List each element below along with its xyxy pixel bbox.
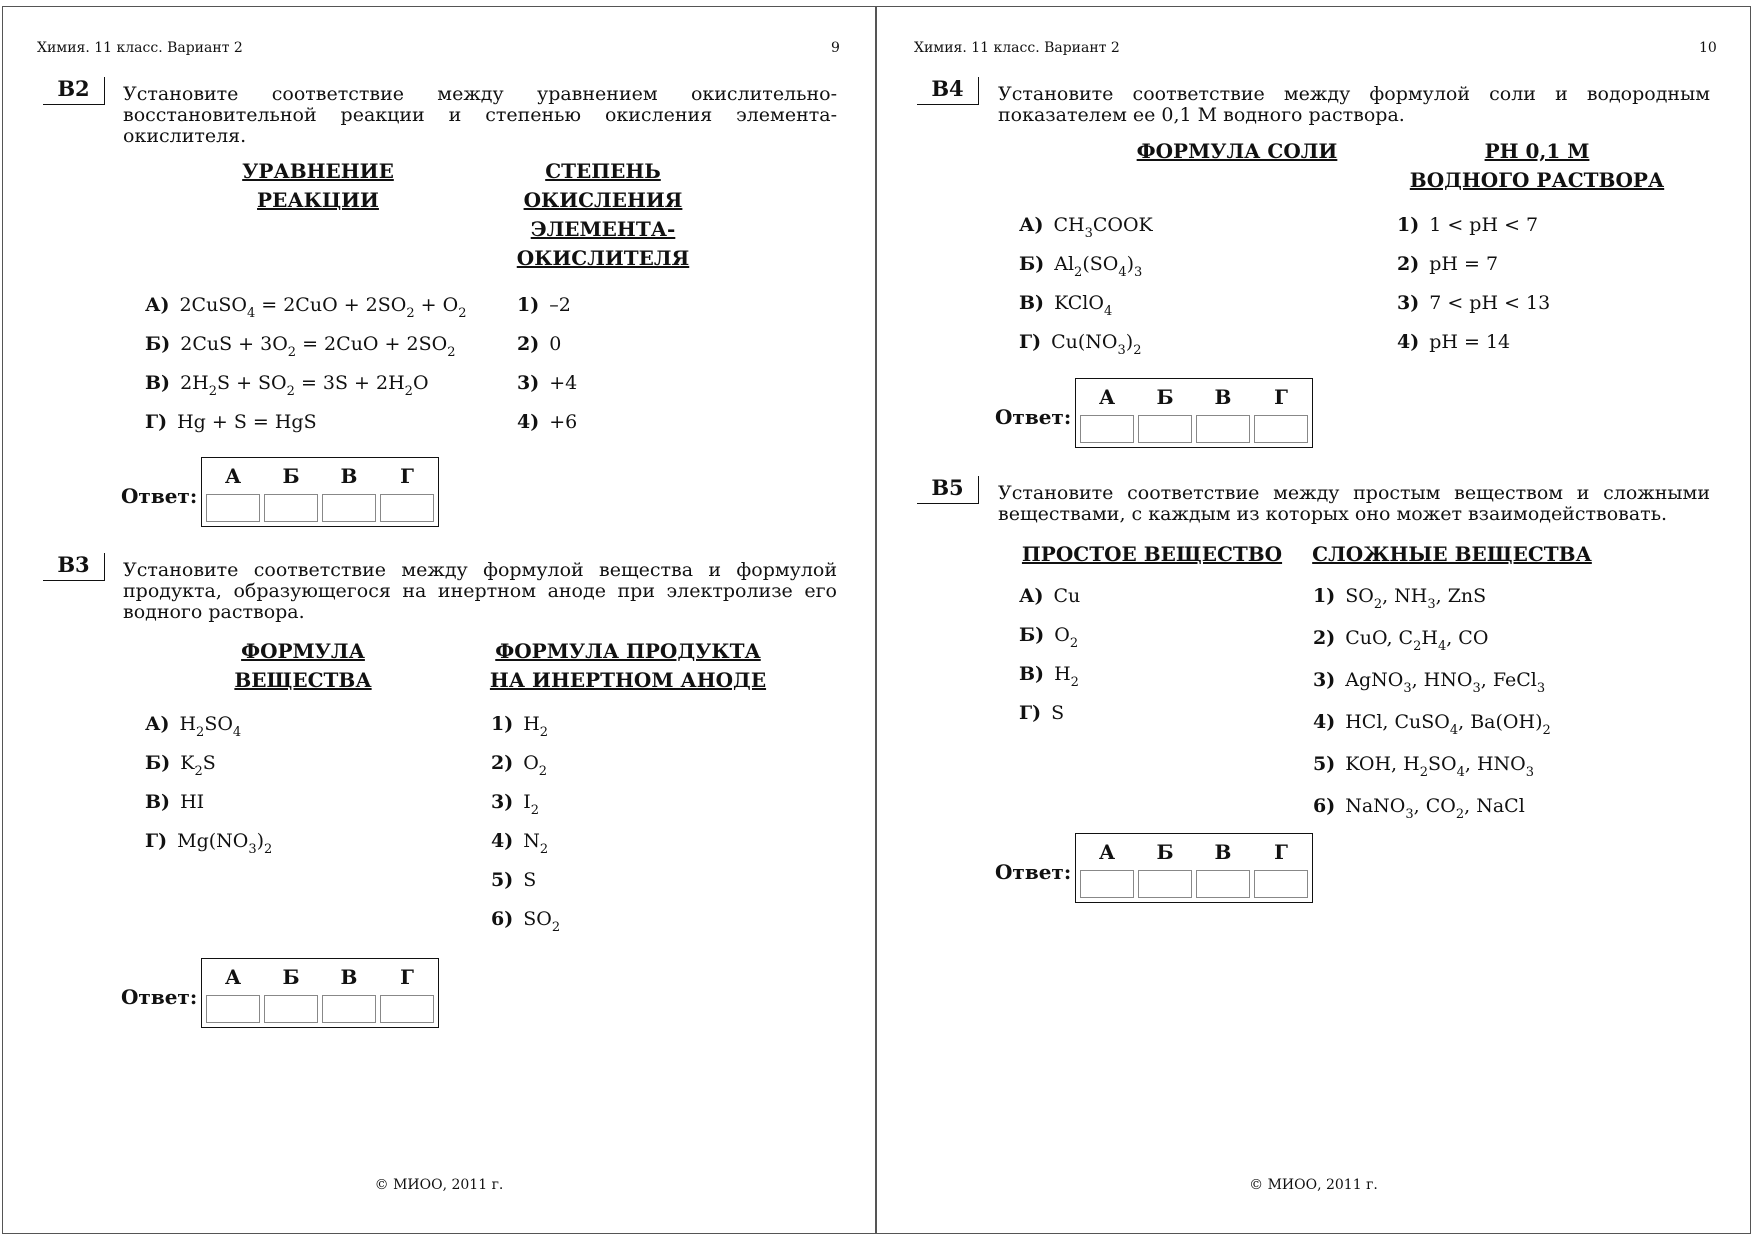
option-marker: В) — [1019, 663, 1045, 685]
option-marker: 2) — [1313, 627, 1336, 649]
column-header-simple-substance: ПРОСТОЕ ВЕЩЕСТВО — [1021, 542, 1283, 566]
option-right — [1397, 253, 1498, 275]
option-formula: KOH, $H_2SO_4$, $HNO_3$ — [1345, 753, 1534, 780]
answer-cell-b[interactable] — [264, 494, 318, 522]
column-header-anode-product: ФОРМУЛА ПРОДУКТА НА ИНЕРТНОМ АНОДЕ — [489, 639, 767, 692]
question-label-b5: B5 — [917, 476, 979, 504]
question-text-b4: Установите соответствие между формулой соли и водородным показателем ее 0,1 М водного раствора. — [998, 83, 1710, 126]
option-marker: Г) — [145, 411, 168, 433]
option-left — [1019, 624, 1079, 651]
option-right — [1313, 627, 1489, 654]
option-marker: 5) — [491, 869, 514, 891]
page-number: 10 — [1699, 40, 1717, 56]
option-formula: HCl, CuSO$_4$, $Ba(OH)_2$ — [1345, 711, 1551, 738]
answer-cell-v[interactable] — [1196, 415, 1250, 443]
option-marker: 2) — [491, 752, 514, 774]
option-left — [145, 372, 429, 399]
answer-cell-a[interactable] — [206, 494, 260, 522]
option-marker: А) — [145, 294, 170, 316]
left-page — [2, 6, 876, 1234]
answer-col-g: Г — [400, 464, 414, 488]
option-marker: 3) — [517, 372, 540, 394]
option-marker: 4) — [1313, 711, 1336, 733]
option-left — [1019, 663, 1079, 690]
answer-col-b: Б — [282, 965, 300, 989]
option-right — [1313, 585, 1487, 612]
option-formula: $N_2$ — [523, 830, 549, 857]
option-formula: $2CuS + 3O_2 = 2CuO + 2SO_2$ — [180, 333, 456, 360]
option-right — [1397, 292, 1550, 314]
answer-label: Ответ: — [995, 860, 1072, 884]
answer-col-a: А — [1098, 840, 1116, 864]
question-text-b5: Установите соответствие между простым веществом и сложными веществами, с каждым из которых оно может взаимодействовать. — [998, 482, 1710, 525]
option-formula: $O_2$ — [1054, 624, 1079, 651]
option-left — [1019, 331, 1142, 358]
answer-label: Ответ: — [995, 405, 1072, 429]
option-right — [1313, 753, 1534, 780]
option-marker: 3) — [1313, 669, 1336, 691]
answer-col-v: В — [340, 965, 358, 989]
option-left — [1019, 214, 1153, 241]
answer-col-b: Б — [282, 464, 300, 488]
answer-label: Ответ: — [121, 985, 198, 1009]
question-text-b3: Установите соответствие между формулой вещества и формулой продукта, образующегося на инертном аноде при электролизе его водного раствора. — [123, 559, 837, 623]
right-page — [876, 6, 1751, 1234]
option-formula: $Cu(NO_3)_2$ — [1051, 331, 1142, 358]
option-marker: 4) — [517, 411, 540, 433]
option-left — [1019, 253, 1143, 280]
answer-cell-g[interactable] — [1254, 415, 1308, 443]
option-marker: 2) — [1397, 253, 1420, 275]
option-right — [1397, 214, 1538, 236]
answer-cell-b[interactable] — [1138, 415, 1192, 443]
page-number: 9 — [831, 40, 840, 56]
column-header-ph: PH 0,1 M ВОДНОГО РАСТВОРА — [1409, 139, 1665, 192]
answer-cell-b[interactable] — [264, 995, 318, 1023]
option-formula: KClO$_4$ — [1054, 292, 1113, 319]
option-right — [491, 908, 561, 935]
answer-cell-g[interactable] — [380, 494, 434, 522]
option-formula: 1 < pH < 7 — [1429, 214, 1539, 236]
option-marker: 1) — [517, 294, 540, 316]
option-marker: 1) — [491, 713, 514, 735]
option-marker: 4) — [1397, 331, 1420, 353]
option-left — [1019, 702, 1064, 724]
option-formula: –2 — [549, 294, 571, 316]
option-left — [145, 752, 216, 779]
option-formula: Hg + S = HgS — [177, 411, 317, 433]
option-marker: 1) — [1397, 214, 1420, 236]
option-formula: S — [523, 869, 537, 891]
option-marker: Б) — [145, 333, 171, 355]
option-formula: pH = 7 — [1429, 253, 1499, 275]
option-right — [491, 713, 549, 740]
option-formula: S — [1051, 702, 1065, 724]
question-label-b4: B4 — [917, 77, 979, 105]
option-marker: А) — [145, 713, 170, 735]
option-formula: $Al_2(SO_4)_3$ — [1054, 253, 1143, 280]
option-marker: Б) — [1019, 253, 1045, 275]
answer-col-v: В — [1214, 385, 1232, 409]
answer-cell-a[interactable] — [1080, 870, 1134, 898]
option-left — [145, 294, 467, 321]
question-label-b3: B3 — [43, 553, 105, 581]
column-header-oxidation: СТЕПЕНЬ ОКИСЛЕНИЯ ЭЛЕМЕНТА- ОКИСЛИТЕЛЯ — [516, 159, 690, 270]
option-formula: 7 < pH < 13 — [1429, 292, 1551, 314]
option-marker: 4) — [491, 830, 514, 852]
answer-col-g: Г — [1274, 840, 1288, 864]
option-right — [1313, 711, 1551, 738]
option-formula: AgNO$_3$, $HNO_3$, FeCl$_3$ — [1345, 669, 1546, 696]
answer-col-v: В — [340, 464, 358, 488]
option-formula: $CH_3COOK$ — [1053, 214, 1153, 241]
option-formula: $Mg(NO_3)_2$ — [177, 830, 273, 857]
option-marker: В) — [1019, 292, 1045, 314]
option-formula: $K_2S$ — [180, 752, 216, 779]
answer-table-b5 — [1075, 833, 1313, 903]
option-marker: 6) — [1313, 795, 1336, 817]
option-formula: Cu — [1053, 585, 1081, 607]
answer-cell-b[interactable] — [1138, 870, 1192, 898]
option-formula: $H_2$ — [523, 713, 549, 740]
option-left — [145, 713, 242, 740]
option-marker: 3) — [1397, 292, 1420, 314]
option-formula: 0 — [549, 333, 562, 355]
option-marker: В) — [145, 791, 171, 813]
answer-cell-g[interactable] — [380, 995, 434, 1023]
answer-cell-v[interactable] — [322, 494, 376, 522]
answer-label: Ответ: — [121, 484, 198, 508]
option-formula: CuO, $C_2H_4$, CO — [1345, 627, 1489, 654]
page-footer: © МИОО, 2011 г. — [374, 1177, 504, 1193]
answer-cell-a[interactable] — [1080, 415, 1134, 443]
option-right — [517, 294, 571, 316]
option-marker: Б) — [1019, 624, 1045, 646]
option-formula: $2H_2S + SO_2 = 3S + 2H_2O$ — [180, 372, 429, 399]
option-right — [1397, 331, 1510, 353]
option-marker: 1) — [1313, 585, 1336, 607]
question-text-b2: Установите соответствие между уравнением окислительно-восстановительной реакции и степенью окисления элемента-окислителя. — [123, 83, 837, 147]
option-right — [491, 830, 549, 857]
option-formula: HI — [180, 791, 205, 813]
page-header: Химия. 11 класс. Вариант 2 — [37, 40, 243, 56]
column-header-substance: ФОРМУЛА ВЕЩЕСТВА — [234, 639, 372, 692]
option-left — [1019, 292, 1113, 319]
option-right — [1313, 795, 1525, 822]
option-marker: В) — [145, 372, 171, 394]
option-marker: Б) — [145, 752, 171, 774]
option-formula: +4 — [549, 372, 578, 394]
answer-col-v: В — [1214, 840, 1232, 864]
option-formula: $SO_2$ — [523, 908, 561, 935]
option-right — [491, 752, 548, 779]
answer-col-a: А — [1098, 385, 1116, 409]
answer-cell-a[interactable] — [206, 995, 260, 1023]
column-header-salt: ФОРМУЛА СОЛИ — [1136, 139, 1338, 163]
option-formula: $H_2$ — [1054, 663, 1079, 690]
option-formula: pH = 14 — [1429, 331, 1511, 353]
option-formula: $H_2SO_4$ — [179, 713, 242, 740]
column-header-equation: УРАВНЕНИЕ РЕАКЦИИ — [242, 159, 394, 212]
answer-col-a: А — [224, 965, 242, 989]
option-right — [491, 791, 540, 818]
column-header-complex-substances: СЛОЖНЫЕ ВЕЩЕСТВА — [1312, 542, 1592, 566]
option-formula: $I_2$ — [523, 791, 540, 818]
answer-col-b: Б — [1156, 385, 1174, 409]
option-formula: +6 — [549, 411, 578, 433]
option-marker: Г) — [1019, 331, 1042, 353]
option-formula: $O_2$ — [523, 752, 548, 779]
option-marker: 2) — [517, 333, 540, 355]
option-left — [1019, 585, 1080, 607]
question-label-b2: B2 — [43, 77, 105, 105]
answer-col-a: А — [224, 464, 242, 488]
option-marker: 3) — [491, 791, 514, 813]
option-left — [145, 411, 317, 433]
option-right — [1313, 669, 1546, 696]
answer-col-g: Г — [1274, 385, 1288, 409]
option-formula: $SO_2$, $NH_3$, ZnS — [1345, 585, 1487, 612]
option-right — [517, 333, 561, 355]
answer-cell-v[interactable] — [1196, 870, 1250, 898]
option-right — [491, 869, 536, 891]
option-marker: Г) — [1019, 702, 1042, 724]
answer-col-b: Б — [1156, 840, 1174, 864]
option-left — [145, 791, 204, 813]
option-marker: А) — [1019, 585, 1044, 607]
option-marker: 6) — [491, 908, 514, 930]
option-formula: 2CuSO$_4$ = $2CuO + 2SO_2 + O_2$ — [179, 294, 467, 321]
option-left — [145, 830, 273, 857]
option-right — [517, 411, 577, 433]
option-right — [517, 372, 577, 394]
option-left — [145, 333, 456, 360]
answer-table-b4 — [1075, 378, 1313, 448]
answer-cell-g[interactable] — [1254, 870, 1308, 898]
answer-table-b3 — [201, 958, 439, 1028]
answer-cell-v[interactable] — [322, 995, 376, 1023]
page-footer: © МИОО, 2011 г. — [1249, 1177, 1378, 1193]
answer-table-b2 — [201, 457, 439, 527]
option-marker: А) — [1019, 214, 1044, 236]
option-marker: 5) — [1313, 753, 1336, 775]
answer-col-g: Г — [400, 965, 414, 989]
option-formula: NaNO$_3$, $CO_2$, NaCl — [1345, 795, 1525, 822]
option-marker: Г) — [145, 830, 168, 852]
page-header: Химия. 11 класс. Вариант 2 — [914, 40, 1120, 56]
